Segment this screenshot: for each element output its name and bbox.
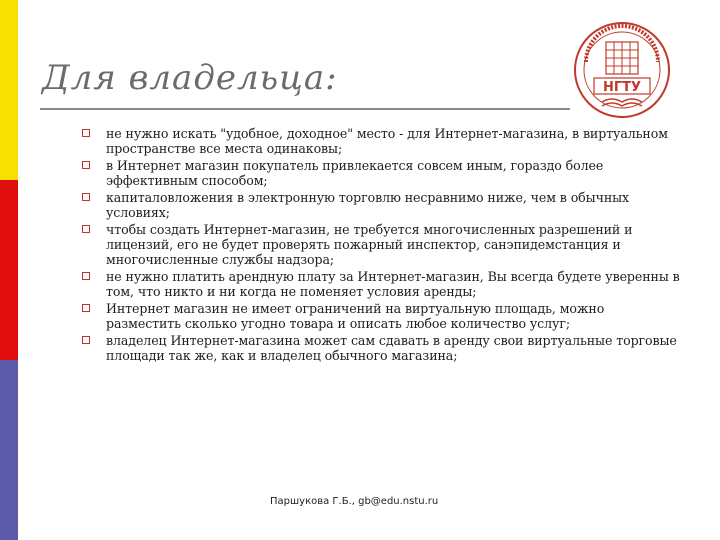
bullet-text: не нужно платить арендную плату за Интернет-магазин, Вы всегда будете уверенны в том, что никто и ни когда не поменяет условия аренды; (106, 269, 680, 299)
side-bar-red (0, 180, 18, 360)
side-bar-blue (0, 360, 18, 540)
title-underline (40, 108, 570, 110)
bullet-list (82, 126, 682, 365)
university-logo-icon (572, 20, 672, 120)
bullet-text: капиталовложения в электронную торговлю несравнимо ниже, чем в обычных условиях; (106, 190, 630, 220)
list-item (82, 190, 682, 220)
list-item (82, 126, 682, 156)
logo-text: НГТУ (602, 80, 642, 95)
slide-title: Для владельца: (42, 58, 338, 98)
hollow-square-bullet-icon (82, 129, 90, 137)
hollow-square-bullet-icon (82, 336, 90, 344)
footer-author: Паршукова Г.Б., gb@edu.nstu.ru (270, 496, 439, 507)
list-item (82, 269, 682, 299)
bullet-text: Интернет магазин не имеет ограничений на виртуальную площадь, можно разместить сколько угодно товара и описать любое количество услуг; (106, 301, 605, 331)
bullet-text: чтобы создать Интернет-магазин, не требуется многочисленных разрешений и лицензий, его не будет проверять пожарный инспектор, санэпидемстанция и многочисленные службы надзора; (106, 222, 633, 267)
hollow-square-bullet-icon (82, 161, 90, 169)
list-item (82, 222, 682, 267)
bullet-text: не нужно искать "удобное, доходное" место - для Интернет-магазина, в виртуальном пространстве все места одинаковы; (106, 126, 668, 156)
bullet-text: в Интернет магазин покупатель привлекается совсем иным, гораздо более эффективным способом; (106, 158, 604, 188)
list-item (82, 158, 682, 188)
bullet-text: владелец Интернет-магазина может сам сдавать в аренду свои виртуальные торговые площади так же, как и владелец обычного магазина; (106, 333, 677, 363)
hollow-square-bullet-icon (82, 225, 90, 233)
hollow-square-bullet-icon (82, 272, 90, 280)
list-item (82, 333, 682, 363)
hollow-square-bullet-icon (82, 193, 90, 201)
hollow-square-bullet-icon (82, 304, 90, 312)
list-item (82, 301, 682, 331)
side-bar-yellow (0, 0, 18, 180)
